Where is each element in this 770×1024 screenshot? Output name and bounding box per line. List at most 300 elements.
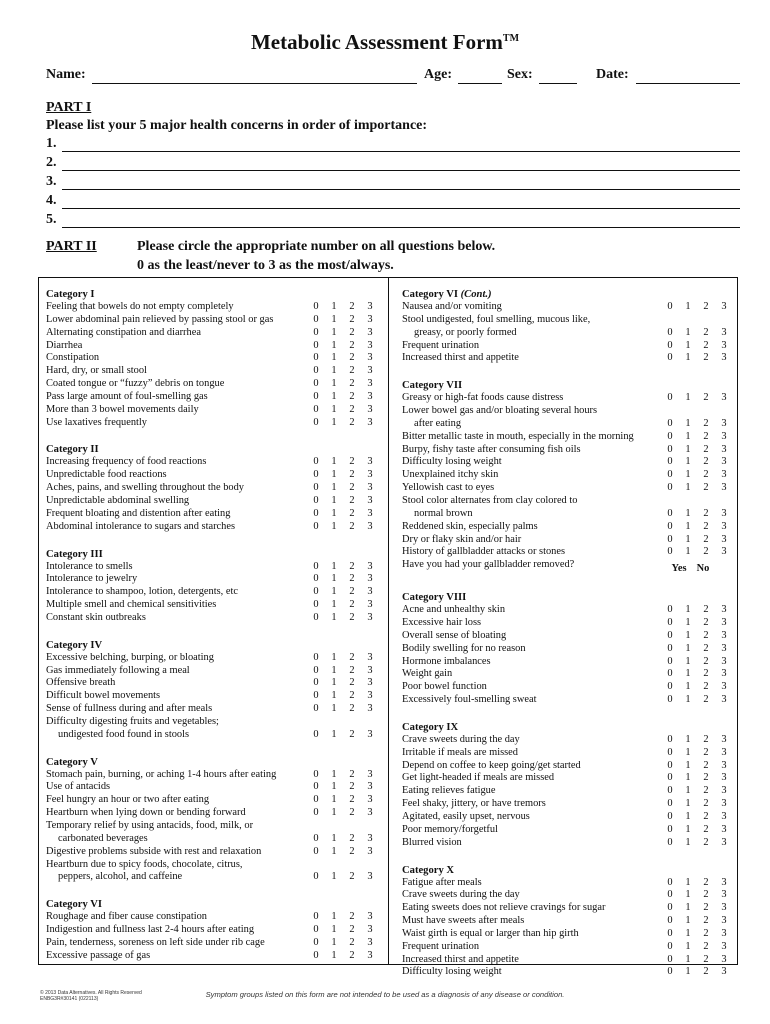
score-option[interactable]: 2 — [349, 677, 355, 689]
score-option[interactable]: 1 — [685, 533, 691, 545]
score-option[interactable]: 2 — [703, 417, 709, 429]
score-option[interactable]: 2 — [349, 365, 355, 377]
score-option[interactable]: 3 — [721, 392, 727, 404]
score-option[interactable]: 3 — [367, 664, 373, 676]
score-option[interactable]: 1 — [331, 924, 337, 936]
score-option[interactable]: 0 — [313, 651, 319, 663]
score-option[interactable]: 3 — [721, 352, 727, 364]
score-option[interactable]: 0 — [313, 807, 319, 819]
score-option[interactable]: 1 — [331, 494, 337, 506]
score-option[interactable]: 1 — [685, 889, 691, 901]
score-option[interactable]: 3 — [721, 546, 727, 558]
score-option[interactable]: 3 — [721, 694, 727, 706]
score-option[interactable]: 2 — [703, 642, 709, 654]
concern-line-4[interactable] — [62, 208, 740, 209]
score-option[interactable]: 2 — [349, 586, 355, 598]
no-option[interactable]: No — [696, 563, 710, 575]
score-option[interactable]: 0 — [667, 456, 673, 468]
score-option[interactable]: 3 — [721, 902, 727, 914]
score-option[interactable]: 0 — [667, 694, 673, 706]
score-option[interactable]: 3 — [721, 836, 727, 848]
score-option[interactable]: 2 — [703, 902, 709, 914]
score-option[interactable]: 3 — [721, 915, 727, 927]
score-option[interactable]: 1 — [685, 655, 691, 667]
date-field[interactable] — [636, 83, 740, 84]
score-option[interactable]: 1 — [331, 416, 337, 428]
score-option[interactable]: 2 — [349, 378, 355, 390]
score-option[interactable]: 2 — [349, 664, 355, 676]
score-option[interactable]: 0 — [313, 520, 319, 532]
score-option[interactable]: 2 — [349, 352, 355, 364]
score-option[interactable]: 0 — [313, 352, 319, 364]
score-option[interactable]: 0 — [313, 586, 319, 598]
score-option[interactable]: 3 — [367, 313, 373, 325]
score-option[interactable]: 3 — [721, 339, 727, 351]
yes-option[interactable]: Yes — [671, 563, 687, 575]
score-option[interactable]: 3 — [367, 560, 373, 572]
score-option[interactable]: 3 — [367, 378, 373, 390]
score-option[interactable]: 0 — [667, 629, 673, 641]
score-option[interactable]: 3 — [367, 469, 373, 481]
name-field[interactable] — [92, 83, 417, 84]
score-option[interactable]: 1 — [685, 392, 691, 404]
score-option[interactable]: 1 — [331, 390, 337, 402]
score-option[interactable]: 2 — [703, 326, 709, 338]
score-option[interactable]: 0 — [313, 781, 319, 793]
score-option[interactable]: 2 — [349, 936, 355, 948]
score-option[interactable]: 3 — [367, 339, 373, 351]
score-option[interactable]: 3 — [721, 456, 727, 468]
score-option[interactable]: 3 — [721, 301, 727, 312]
score-option[interactable]: 1 — [331, 507, 337, 519]
score-option[interactable]: 2 — [703, 629, 709, 641]
score-option[interactable]: 3 — [721, 655, 727, 667]
score-option[interactable]: 3 — [721, 940, 727, 952]
score-option[interactable]: 3 — [367, 520, 373, 532]
score-option[interactable]: 2 — [703, 733, 709, 745]
score-option[interactable]: 1 — [331, 768, 337, 780]
score-option[interactable]: 0 — [313, 390, 319, 402]
score-option[interactable]: 1 — [331, 560, 337, 572]
score-option[interactable]: 1 — [331, 520, 337, 532]
score-option[interactable]: 2 — [349, 832, 355, 844]
score-option[interactable]: 1 — [331, 936, 337, 948]
score-option[interactable]: 3 — [721, 642, 727, 654]
score-option[interactable]: 3 — [721, 966, 727, 978]
score-option[interactable]: 3 — [367, 507, 373, 519]
concern-line-3[interactable] — [62, 189, 740, 190]
score-option[interactable]: 1 — [685, 507, 691, 519]
sex-field[interactable] — [539, 83, 577, 84]
score-option[interactable]: 3 — [367, 949, 373, 961]
score-option[interactable]: 3 — [367, 781, 373, 793]
score-option[interactable]: 1 — [331, 456, 337, 468]
score-option[interactable]: 0 — [667, 617, 673, 629]
score-option[interactable]: 2 — [703, 953, 709, 965]
score-option[interactable]: 1 — [331, 845, 337, 857]
score-option[interactable]: 0 — [313, 832, 319, 844]
score-option[interactable]: 3 — [367, 703, 373, 715]
score-option[interactable]: 1 — [331, 781, 337, 793]
score-option[interactable]: 0 — [667, 443, 673, 455]
score-option[interactable]: 0 — [667, 339, 673, 351]
score-option[interactable]: 0 — [667, 469, 673, 481]
score-option[interactable]: 0 — [313, 728, 319, 740]
score-option[interactable]: 1 — [685, 668, 691, 680]
score-option[interactable]: 0 — [667, 604, 673, 616]
score-option[interactable]: 0 — [667, 430, 673, 442]
score-option[interactable]: 1 — [685, 482, 691, 494]
score-option[interactable]: 1 — [685, 733, 691, 745]
score-option[interactable]: 3 — [721, 617, 727, 629]
concern-line-2[interactable] — [62, 170, 740, 171]
score-option[interactable]: 1 — [331, 690, 337, 702]
score-option[interactable]: 0 — [313, 560, 319, 572]
score-option[interactable]: 0 — [667, 392, 673, 404]
score-option[interactable]: 0 — [313, 313, 319, 325]
score-option[interactable]: 0 — [313, 677, 319, 689]
score-option[interactable]: 3 — [367, 936, 373, 948]
score-option[interactable]: 1 — [331, 301, 337, 312]
score-option[interactable]: 3 — [721, 533, 727, 545]
score-option[interactable]: 3 — [367, 494, 373, 506]
score-option[interactable]: 0 — [313, 664, 319, 676]
score-option[interactable]: 3 — [721, 733, 727, 745]
score-option[interactable]: 0 — [313, 403, 319, 415]
score-option[interactable]: 2 — [349, 871, 355, 883]
score-option[interactable]: 1 — [685, 443, 691, 455]
score-option[interactable]: 3 — [367, 690, 373, 702]
score-option[interactable]: 0 — [667, 655, 673, 667]
score-option[interactable]: 0 — [667, 642, 673, 654]
score-option[interactable]: 3 — [367, 456, 373, 468]
score-option[interactable]: 1 — [685, 772, 691, 784]
score-option[interactable]: 1 — [685, 785, 691, 797]
score-option[interactable]: 0 — [313, 416, 319, 428]
score-option[interactable]: 2 — [703, 915, 709, 927]
score-option[interactable]: 0 — [667, 785, 673, 797]
score-option[interactable]: 0 — [667, 836, 673, 848]
score-option[interactable]: 2 — [349, 469, 355, 481]
score-option[interactable]: 2 — [703, 482, 709, 494]
score-option[interactable]: 1 — [685, 694, 691, 706]
score-option[interactable]: 2 — [703, 772, 709, 784]
score-option[interactable]: 0 — [313, 339, 319, 351]
score-option[interactable]: 3 — [367, 599, 373, 611]
score-option[interactable]: 0 — [667, 823, 673, 835]
score-option[interactable]: 0 — [667, 927, 673, 939]
score-option[interactable]: 1 — [331, 677, 337, 689]
score-option[interactable]: 0 — [313, 703, 319, 715]
score-option[interactable]: 0 — [667, 759, 673, 771]
score-option[interactable]: 1 — [685, 759, 691, 771]
score-option[interactable]: 2 — [703, 823, 709, 835]
score-option[interactable]: 2 — [349, 911, 355, 923]
score-option[interactable]: 1 — [685, 456, 691, 468]
score-option[interactable]: 0 — [667, 746, 673, 758]
score-option[interactable]: 2 — [349, 611, 355, 623]
score-option[interactable]: 0 — [667, 668, 673, 680]
score-option[interactable]: 3 — [721, 746, 727, 758]
score-option[interactable]: 3 — [367, 326, 373, 338]
score-option[interactable]: 0 — [313, 456, 319, 468]
score-option[interactable]: 1 — [331, 807, 337, 819]
score-option[interactable]: 2 — [349, 703, 355, 715]
score-option[interactable]: 1 — [685, 953, 691, 965]
score-option[interactable]: 2 — [703, 469, 709, 481]
score-option[interactable]: 3 — [721, 823, 727, 835]
score-option[interactable]: 1 — [331, 586, 337, 598]
score-option[interactable]: 2 — [349, 781, 355, 793]
score-option[interactable]: 2 — [349, 768, 355, 780]
score-option[interactable]: 3 — [721, 507, 727, 519]
score-option[interactable]: 1 — [331, 664, 337, 676]
score-option[interactable]: 0 — [313, 573, 319, 585]
score-option[interactable]: 3 — [721, 668, 727, 680]
score-option[interactable]: 3 — [367, 586, 373, 598]
score-option[interactable]: 1 — [685, 902, 691, 914]
score-option[interactable]: 2 — [703, 694, 709, 706]
score-option[interactable]: 0 — [313, 690, 319, 702]
score-option[interactable]: 0 — [667, 417, 673, 429]
score-option[interactable]: 1 — [685, 617, 691, 629]
score-option[interactable]: 2 — [349, 520, 355, 532]
score-option[interactable]: 3 — [367, 611, 373, 623]
score-option[interactable]: 3 — [721, 811, 727, 822]
score-option[interactable]: 0 — [667, 915, 673, 927]
score-option[interactable]: 2 — [349, 507, 355, 519]
score-option[interactable]: 2 — [703, 668, 709, 680]
score-option[interactable]: 2 — [349, 494, 355, 506]
score-option[interactable]: 0 — [667, 301, 673, 312]
score-option[interactable]: 1 — [685, 927, 691, 939]
score-option[interactable]: 3 — [367, 871, 373, 883]
score-option[interactable]: 1 — [685, 811, 691, 822]
score-option[interactable]: 1 — [331, 482, 337, 494]
score-option[interactable]: 0 — [667, 902, 673, 914]
score-option[interactable]: 3 — [367, 768, 373, 780]
score-option[interactable]: 1 — [685, 798, 691, 810]
score-option[interactable]: 0 — [667, 876, 673, 888]
score-option[interactable]: 2 — [349, 599, 355, 611]
score-option[interactable]: 0 — [667, 798, 673, 810]
score-option[interactable]: 0 — [667, 889, 673, 901]
score-option[interactable]: 1 — [331, 651, 337, 663]
score-option[interactable]: 0 — [667, 520, 673, 532]
score-option[interactable]: 2 — [703, 655, 709, 667]
score-option[interactable]: 3 — [367, 911, 373, 923]
score-option[interactable]: 0 — [313, 301, 319, 312]
score-option[interactable]: 2 — [703, 811, 709, 822]
score-option[interactable]: 1 — [331, 871, 337, 883]
score-option[interactable]: 2 — [349, 845, 355, 857]
score-option[interactable]: 0 — [313, 378, 319, 390]
score-option[interactable]: 1 — [685, 823, 691, 835]
score-option[interactable]: 0 — [667, 811, 673, 822]
score-option[interactable]: 2 — [703, 604, 709, 616]
score-option[interactable]: 1 — [331, 794, 337, 806]
score-option[interactable]: 1 — [331, 728, 337, 740]
score-option[interactable]: 3 — [721, 443, 727, 455]
score-option[interactable]: 3 — [367, 677, 373, 689]
score-option[interactable]: 2 — [703, 785, 709, 797]
score-option[interactable]: 3 — [721, 469, 727, 481]
score-option[interactable]: 2 — [349, 728, 355, 740]
score-option[interactable]: 0 — [667, 352, 673, 364]
score-option[interactable]: 0 — [313, 768, 319, 780]
score-option[interactable]: 0 — [667, 772, 673, 784]
concern-line-1[interactable] — [62, 151, 740, 152]
score-option[interactable]: 0 — [313, 794, 319, 806]
score-option[interactable]: 3 — [367, 807, 373, 819]
score-option[interactable]: 0 — [313, 936, 319, 948]
score-option[interactable]: 1 — [685, 642, 691, 654]
score-option[interactable]: 2 — [703, 430, 709, 442]
score-option[interactable]: 3 — [721, 482, 727, 494]
score-option[interactable]: 3 — [367, 365, 373, 377]
score-option[interactable]: 3 — [721, 798, 727, 810]
score-option[interactable]: 1 — [685, 966, 691, 978]
score-option[interactable]: 3 — [367, 651, 373, 663]
score-option[interactable]: 2 — [349, 690, 355, 702]
score-option[interactable]: 0 — [313, 871, 319, 883]
score-option[interactable]: 3 — [721, 520, 727, 532]
score-option[interactable]: 2 — [703, 681, 709, 693]
score-option[interactable]: 0 — [313, 911, 319, 923]
score-option[interactable]: 2 — [703, 456, 709, 468]
score-option[interactable]: 2 — [349, 390, 355, 402]
score-option[interactable]: 1 — [331, 832, 337, 844]
score-option[interactable]: 3 — [721, 326, 727, 338]
score-option[interactable]: 1 — [685, 681, 691, 693]
score-option[interactable]: 3 — [721, 417, 727, 429]
score-option[interactable]: 1 — [685, 417, 691, 429]
score-option[interactable]: 2 — [703, 301, 709, 312]
score-option[interactable]: 1 — [331, 469, 337, 481]
score-option[interactable]: 2 — [703, 876, 709, 888]
score-option[interactable]: 1 — [685, 301, 691, 312]
score-option[interactable]: 3 — [367, 416, 373, 428]
score-option[interactable]: 2 — [349, 416, 355, 428]
score-option[interactable]: 2 — [349, 651, 355, 663]
score-option[interactable]: 1 — [685, 629, 691, 641]
score-option[interactable]: 2 — [349, 794, 355, 806]
score-option[interactable]: 3 — [367, 482, 373, 494]
score-option[interactable]: 1 — [685, 352, 691, 364]
score-option[interactable]: 2 — [349, 301, 355, 312]
score-option[interactable]: 3 — [367, 573, 373, 585]
score-option[interactable]: 2 — [703, 746, 709, 758]
score-option[interactable]: 1 — [331, 313, 337, 325]
score-option[interactable]: 2 — [349, 313, 355, 325]
score-option[interactable]: 0 — [313, 507, 319, 519]
score-option[interactable]: 0 — [667, 681, 673, 693]
score-option[interactable]: 0 — [313, 611, 319, 623]
score-option[interactable]: 2 — [703, 443, 709, 455]
score-option[interactable]: 0 — [667, 966, 673, 978]
score-option[interactable]: 1 — [685, 915, 691, 927]
score-option[interactable]: 0 — [313, 949, 319, 961]
score-option[interactable]: 1 — [685, 469, 691, 481]
score-option[interactable]: 1 — [331, 352, 337, 364]
score-option[interactable]: 3 — [721, 604, 727, 616]
score-option[interactable]: 3 — [721, 759, 727, 771]
score-option[interactable]: 2 — [703, 533, 709, 545]
score-option[interactable]: 0 — [313, 599, 319, 611]
score-option[interactable]: 0 — [667, 733, 673, 745]
score-option[interactable]: 3 — [367, 794, 373, 806]
score-option[interactable]: 1 — [685, 876, 691, 888]
score-option[interactable]: 0 — [313, 326, 319, 338]
score-option[interactable]: 2 — [349, 326, 355, 338]
score-option[interactable]: 1 — [331, 611, 337, 623]
score-option[interactable]: 0 — [667, 326, 673, 338]
score-option[interactable]: 1 — [685, 339, 691, 351]
score-option[interactable]: 0 — [313, 845, 319, 857]
score-option[interactable]: 1 — [331, 403, 337, 415]
score-option[interactable]: 3 — [721, 772, 727, 784]
score-option[interactable]: 3 — [367, 403, 373, 415]
score-option[interactable]: 2 — [703, 507, 709, 519]
score-option[interactable]: 1 — [331, 378, 337, 390]
score-option[interactable]: 1 — [331, 911, 337, 923]
score-option[interactable]: 2 — [703, 352, 709, 364]
score-option[interactable]: 0 — [313, 469, 319, 481]
score-option[interactable]: 3 — [721, 681, 727, 693]
score-option[interactable]: 1 — [685, 326, 691, 338]
score-option[interactable]: 3 — [367, 924, 373, 936]
score-option[interactable]: 3 — [367, 301, 373, 312]
score-option[interactable]: 3 — [721, 785, 727, 797]
score-option[interactable]: 3 — [367, 390, 373, 402]
score-option[interactable]: 2 — [349, 924, 355, 936]
score-option[interactable]: 2 — [703, 966, 709, 978]
score-option[interactable]: 2 — [349, 482, 355, 494]
score-option[interactable]: 1 — [685, 836, 691, 848]
score-option[interactable]: 3 — [721, 876, 727, 888]
score-option[interactable]: 0 — [313, 494, 319, 506]
score-option[interactable]: 2 — [703, 940, 709, 952]
score-option[interactable]: 2 — [349, 403, 355, 415]
score-option[interactable]: 2 — [349, 456, 355, 468]
score-option[interactable]: 3 — [721, 953, 727, 965]
age-field[interactable] — [458, 83, 502, 84]
score-option[interactable]: 2 — [703, 392, 709, 404]
score-option[interactable]: 1 — [331, 573, 337, 585]
score-option[interactable]: 2 — [703, 520, 709, 532]
score-option[interactable]: 0 — [667, 940, 673, 952]
score-option[interactable]: 2 — [349, 339, 355, 351]
score-option[interactable]: 0 — [313, 924, 319, 936]
score-option[interactable]: 1 — [685, 746, 691, 758]
score-option[interactable]: 0 — [667, 507, 673, 519]
score-option[interactable]: 1 — [331, 365, 337, 377]
score-option[interactable]: 2 — [349, 573, 355, 585]
score-option[interactable]: 1 — [685, 546, 691, 558]
score-option[interactable]: 2 — [349, 807, 355, 819]
score-option[interactable]: 2 — [703, 889, 709, 901]
score-option[interactable]: 0 — [667, 533, 673, 545]
score-option[interactable]: 3 — [367, 728, 373, 740]
score-option[interactable]: 1 — [685, 430, 691, 442]
score-option[interactable]: 0 — [313, 365, 319, 377]
score-option[interactable]: 3 — [721, 430, 727, 442]
score-option[interactable]: 3 — [367, 845, 373, 857]
score-option[interactable]: 3 — [721, 629, 727, 641]
score-option[interactable]: 3 — [367, 832, 373, 844]
score-option[interactable]: 1 — [331, 326, 337, 338]
score-option[interactable]: 2 — [349, 949, 355, 961]
